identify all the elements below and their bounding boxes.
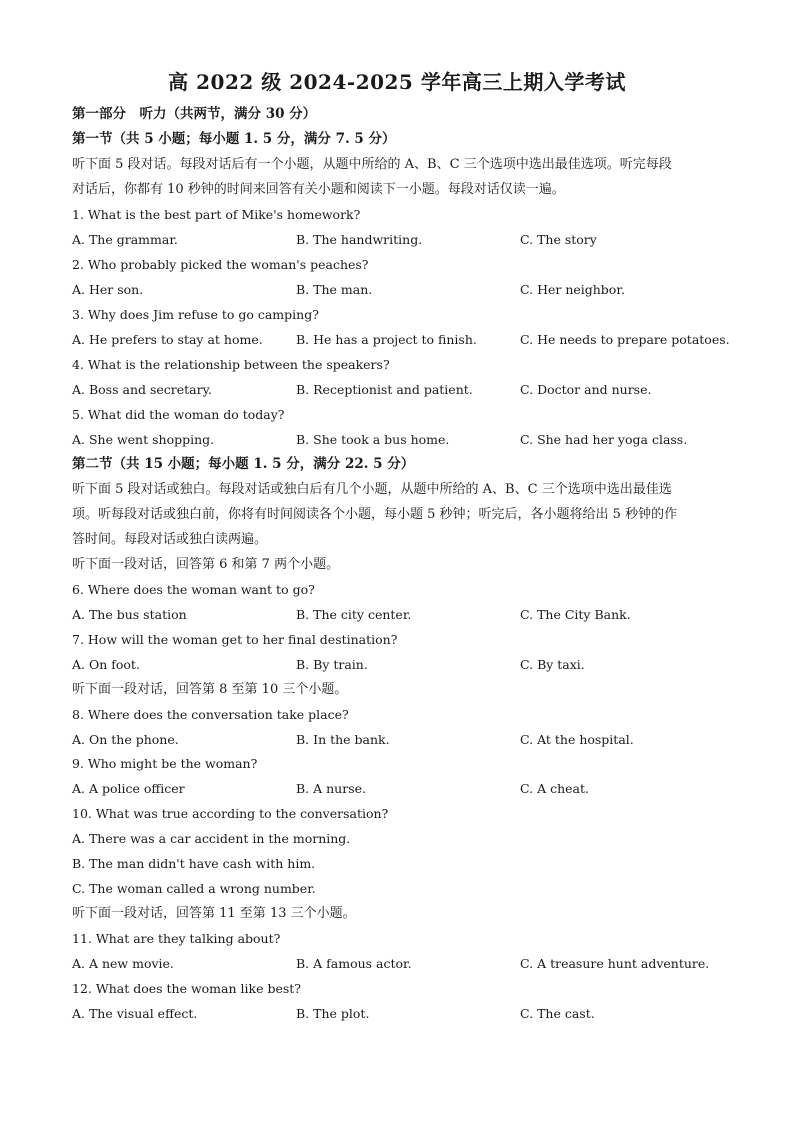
- question-10: 10. What was true according to the conversation?: [72, 806, 389, 821]
- question-1: 1. What is the best part of Mike's homework?: [72, 207, 361, 222]
- q8-option-a: A. On the phone.: [72, 732, 179, 747]
- q5-option-c: C. She had her yoga class.: [520, 432, 688, 447]
- q10-option-b: B. The man didn't have cash with him.: [72, 856, 316, 871]
- section2-instruction-line: 答时间。每段对话或独白读两遍。: [72, 532, 268, 547]
- q1-option-b: B. The handwriting.: [296, 232, 423, 247]
- question-11: 11. What are they talking about?: [72, 931, 281, 946]
- exam-title: 高 2022 级 2024-2025 学年高三上期入学考试: [168, 70, 626, 94]
- q5-option-a: A. She went shopping.: [72, 432, 215, 447]
- q9-option-a: A. A police officer: [72, 781, 185, 796]
- question-7: 7. How will the woman get to her final destination?: [72, 632, 398, 647]
- q6-option-b: B. The city center.: [296, 607, 412, 622]
- question-2: 2. Who probably picked the woman's peaches?: [72, 257, 369, 272]
- section1-heading: 第一节（共 5 小题；每小题 1. 5 分，满分 7. 5 分）: [72, 131, 396, 147]
- question-4: 4. What is the relationship between the speakers?: [72, 357, 390, 372]
- q5-option-b: B. She took a bus home.: [296, 432, 450, 447]
- q3-option-a: A. He prefers to stay at home.: [72, 332, 263, 347]
- q12-option-b: B. The plot.: [296, 1006, 370, 1021]
- q6-option-c: C. The City Bank.: [520, 607, 631, 622]
- question-3: 3. Why does Jim refuse to go camping?: [72, 307, 319, 322]
- q11-option-b: B. A famous actor.: [296, 956, 412, 971]
- q2-option-a: A. Her son.: [72, 282, 144, 297]
- q7-option-b: B. By train.: [296, 657, 368, 672]
- q7-option-c: C. By taxi.: [520, 657, 585, 672]
- section1-instruction-line: 听下面 5 段对话。每段对话后有一个小题，从题中所给的 A、B、C 三个选项中选出最佳选项。听完每段: [72, 157, 672, 172]
- q2-option-c: C. Her neighbor.: [520, 282, 625, 297]
- question-8: 8. Where does the conversation take place?: [72, 707, 349, 722]
- q4-option-b: B. Receptionist and patient.: [296, 382, 473, 397]
- question-5: 5. What did the woman do today?: [72, 407, 285, 422]
- q9-option-b: B. A nurse.: [296, 781, 366, 796]
- q4-option-a: A. Boss and secretary.: [72, 382, 212, 397]
- q1-option-a: A. The grammar.: [72, 232, 178, 247]
- q2-option-b: B. The man.: [296, 282, 373, 297]
- q10-option-a: A. There was a car accident in the morning.: [72, 831, 351, 846]
- q4-option-c: C. Doctor and nurse.: [520, 382, 652, 397]
- dialog-instruction-6-7: 听下面一段对话，回答第 6 和第 7 两个小题。: [72, 557, 340, 572]
- q6-option-a: A. The bus station: [72, 607, 187, 622]
- question-9: 9. Who might be the woman?: [72, 756, 258, 771]
- q8-option-b: B. In the bank.: [296, 732, 390, 747]
- q12-option-c: C. The cast.: [520, 1006, 595, 1021]
- section2-heading: 第二节（共 15 小题；每小题 1. 5 分，满分 22. 5 分）: [72, 456, 415, 472]
- q9-option-c: C. A cheat.: [520, 781, 589, 796]
- q11-option-c: C. A treasure hunt adventure.: [520, 956, 710, 971]
- q1-option-c: C. The story: [520, 232, 597, 247]
- q11-option-a: A. A new movie.: [72, 956, 174, 971]
- q10-option-c: C. The woman called a wrong number.: [72, 881, 316, 896]
- question-12: 12. What does the woman like best?: [72, 981, 301, 996]
- q3-option-c: C. He needs to prepare potatoes.: [520, 332, 730, 347]
- question-6: 6. Where does the woman want to go?: [72, 582, 315, 597]
- q7-option-a: A. On foot.: [72, 657, 140, 672]
- section1-instruction-line: 对话后，你都有 10 秒钟的时间来回答有关小题和阅读下一小题。每段对话仅读一遍。: [72, 182, 565, 197]
- q3-option-b: B. He has a project to finish.: [296, 332, 477, 347]
- part1-heading: 第一部分 听力（共两节，满分 30 分）: [72, 106, 317, 122]
- dialog-instruction-8-10: 听下面一段对话，回答第 8 至第 10 三个小题。: [72, 682, 348, 697]
- dialog-instruction-11-13: 听下面一段对话，回答第 11 至第 13 三个小题。: [72, 906, 356, 921]
- section2-instruction-line: 听下面 5 段对话或独白。每段对话或独白后有几个小题，从题中所给的 A、B、C 三个选项中选出最佳选: [72, 482, 672, 497]
- q12-option-a: A. The visual effect.: [72, 1006, 198, 1021]
- section2-instruction-line: 项。听每段对话或独白前，你将有时间阅读各个小题，每小题 5 秒钟；听完后，各小题将给出 5 秒钟的作: [72, 507, 678, 522]
- q8-option-c: C. At the hospital.: [520, 732, 634, 747]
